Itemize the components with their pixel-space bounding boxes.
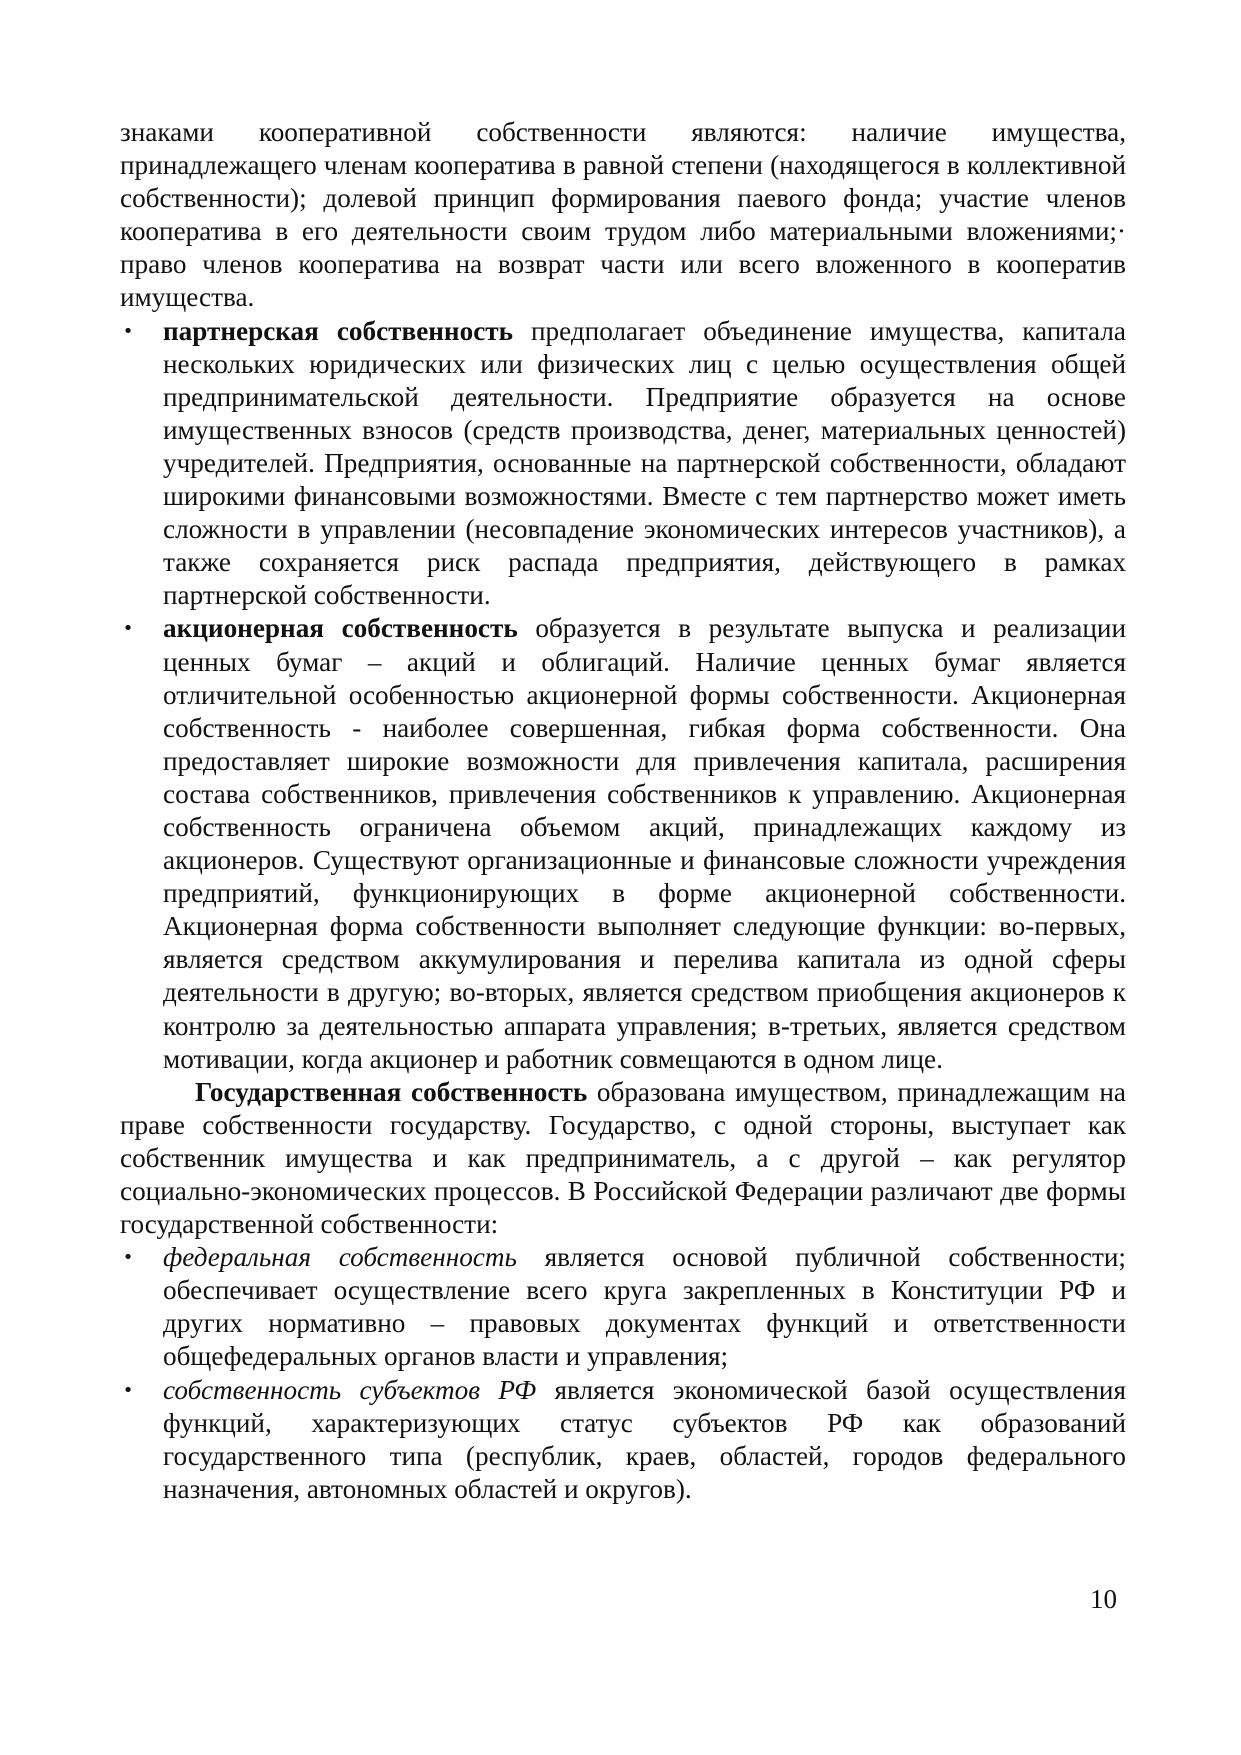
term-joint-stock: акционерная собственность (163, 613, 518, 644)
bullet-icon: • (122, 320, 134, 342)
term-federal: федеральная собственность (163, 1242, 517, 1273)
text-joint-stock: образуется в результате выпуска и реализации ценных бумаг – акций и облигаций. Наличие ценных бумаг является отличительной особенностью акционерной формы собственности. Акционерная собственность - наиболее совершенная, гибкая форма собственности. Она предоставляет широкие возможности для привлечения капитала, расширения состава собственников, привлечения собственников к управлению. Акционерная собственность ограничена объемом акций, принадлежащих каждому из акционеров. Существуют организационные и финансовые сложности учреждения предприятий, функционирующих в форме акционерной собственности. Акционерная форма собственности выполняет следующие функции: во-первых, является средством аккумулирования и перелива капитала из одной сферы деятельности в другую; во-вторых, является средством приобщения акционеров к контролю за деятельностью аппарата управления; в-третьих, является средством мотивации, когда акционер и работник совмещаются в одном лице. (163, 613, 1126, 1074)
term-state-ownership: Государственная собственность (195, 1076, 588, 1107)
page-number: 10 (1090, 1584, 1117, 1614)
text-state-ownership: образована имуществом, принадлежащим на праве собственности государству. Государство, с одной стороны, выступает как собственник имущества и как предприниматель, а с другой – как регулятор социально-экономических процессов. В Российской Федерации различают две формы государственной собственности: (120, 1076, 1127, 1240)
bullet-partnership-ownership (120, 315, 1126, 613)
cooperative-continuation-paragraph: знаками кооперативной собственности являются: наличие имущества, принадлежащего членам кооператива в равной степени (находящегося в коллективной собственности); долевой принцип формирования паевого фонда; участие членов кооператива в его деятельности своим трудом либо материальными вложениями;· право членов кооператива на возврат части или всего вложенного в кооператив имущества. (120, 117, 1126, 313)
bullet-icon: • (122, 1379, 134, 1401)
page-body (120, 116, 1126, 1506)
state-ownership-paragraph (120, 1076, 1126, 1241)
text-subject: является экономической базой осуществления функций, характеризующих статус субъектов РФ как образований государственного типа (республик, краев, областей, городов федерального назначения, автономных областей и округов). (163, 1374, 1126, 1504)
bullet-joint-stock-ownership (120, 612, 1126, 1075)
bullet-icon: • (122, 618, 134, 640)
bullet-subject-ownership (120, 1374, 1126, 1506)
text-partnership: предполагает объединение имущества, капитала нескольких юридических или физических лиц с целью осуществления общей предпринимательской деятельности. Предприятие образуется на основе имущественных взносов (средств производства, денег, материальных ценностей) учредителей. Предприятия, основанные на партнерской собственности, обладают широкими финансовыми возможностями. Вместе с тем партнерство может иметь сложности в управлении (несовпадение экономических интересов участников), а также сохраняется риск распада предприятия, действующего в рамках партнерской собственности. (163, 315, 1127, 611)
bullet-federal-ownership (120, 1241, 1126, 1373)
text-federal: является основой публичной собственности; обеспечивает осуществление всего круга закрепленных в Конституции РФ и других нормативно – правовых документах функций и ответственности общефедеральных органов власти и управления; (163, 1242, 1126, 1372)
term-subject: собственность субъектов РФ (163, 1374, 537, 1405)
bullet-icon: • (122, 1247, 134, 1269)
term-partnership: партнерская собственность (163, 315, 513, 346)
